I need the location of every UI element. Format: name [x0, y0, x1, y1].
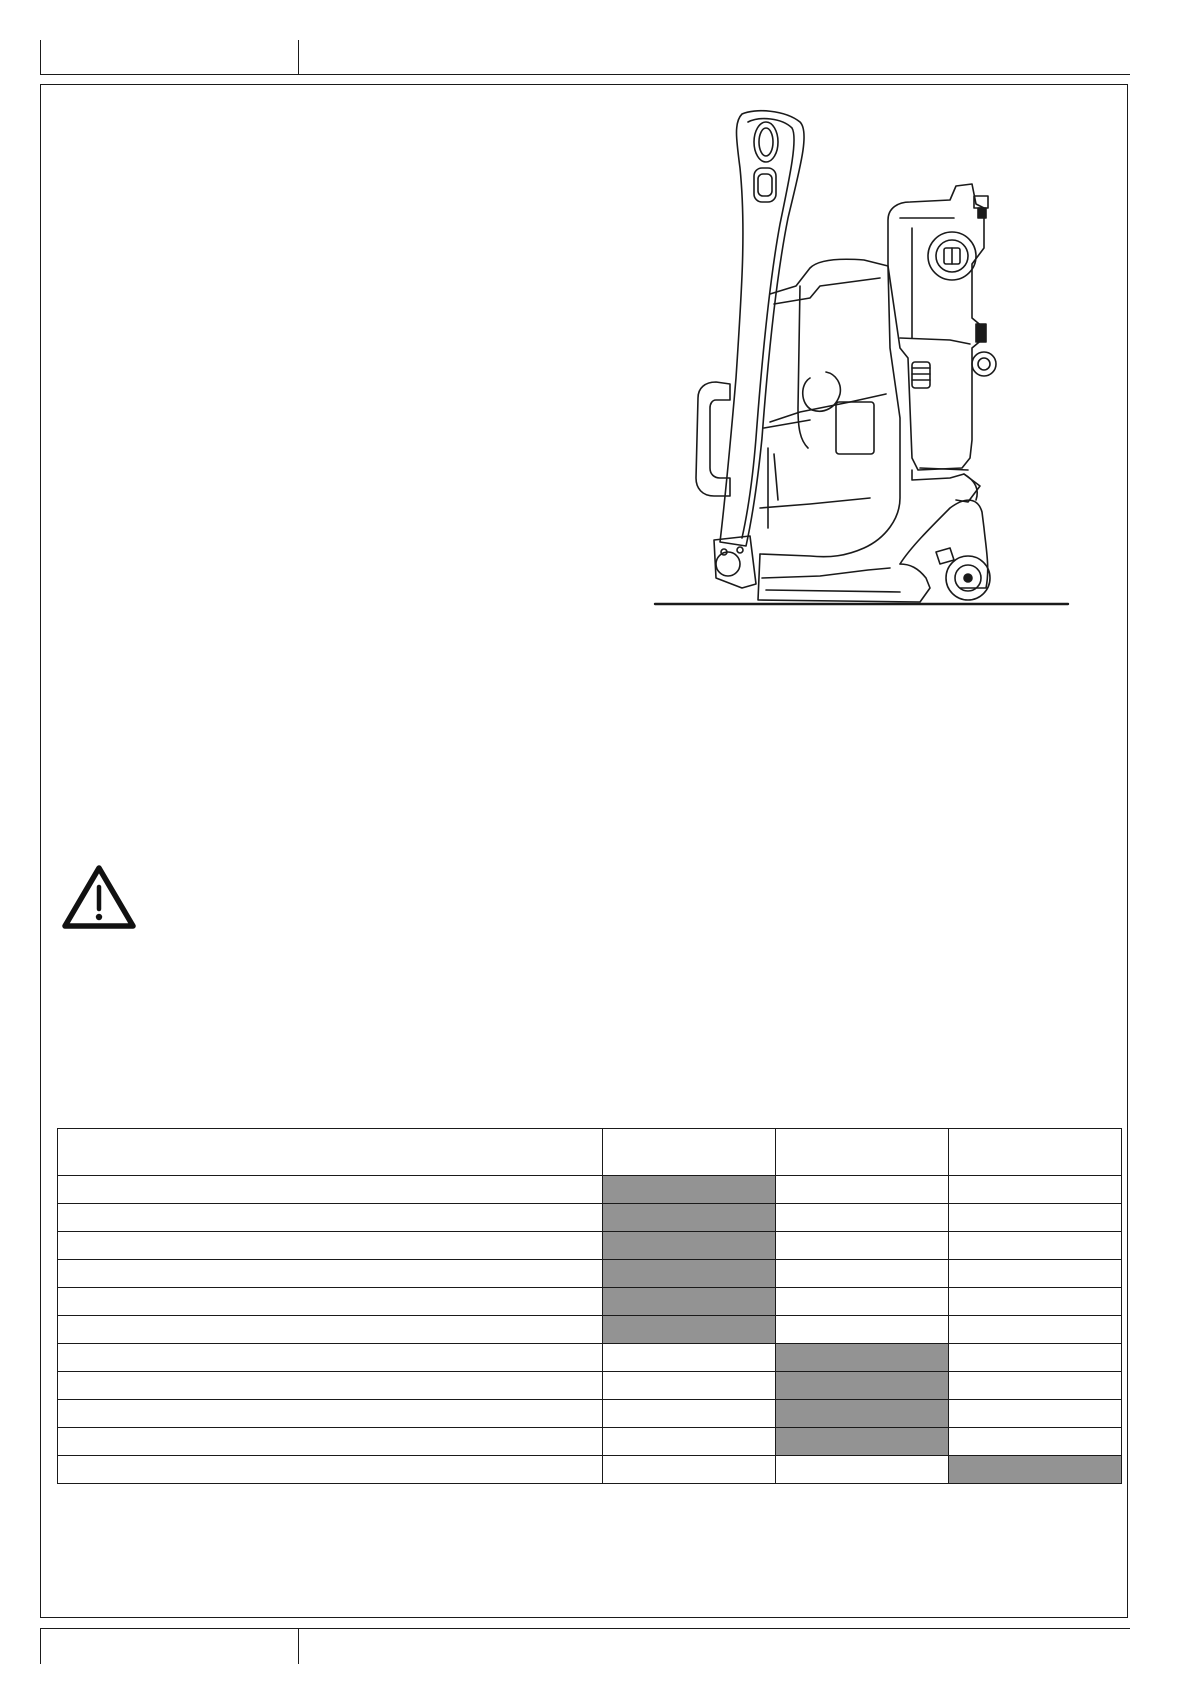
table-cell — [58, 1400, 603, 1428]
table-cell — [58, 1316, 603, 1344]
table-cell — [949, 1204, 1122, 1232]
table-cell — [603, 1428, 776, 1456]
header-divider-tick — [298, 40, 299, 74]
table-cell — [949, 1316, 1122, 1344]
table-cell — [603, 1372, 776, 1400]
table-cell — [949, 1400, 1122, 1428]
table-row — [58, 1344, 1122, 1372]
table-cell — [949, 1372, 1122, 1400]
table-cell — [58, 1344, 603, 1372]
table-row — [58, 1372, 1122, 1400]
table-cell — [58, 1456, 603, 1484]
table-cell — [58, 1260, 603, 1288]
table-cell-shaded — [949, 1456, 1122, 1484]
table-cell — [949, 1232, 1122, 1260]
table-cell-shaded — [603, 1204, 776, 1232]
table-header-cell — [949, 1129, 1122, 1176]
warning-triangle-icon — [60, 862, 138, 932]
footer-rule — [40, 1628, 1130, 1629]
table-cell — [949, 1428, 1122, 1456]
table-cell — [776, 1232, 949, 1260]
table-cell — [949, 1176, 1122, 1204]
table-cell — [776, 1204, 949, 1232]
table-cell — [58, 1232, 603, 1260]
table-row — [58, 1316, 1122, 1344]
table-cell — [776, 1260, 949, 1288]
table-cell — [949, 1344, 1122, 1372]
footer-divider-tick — [298, 1628, 299, 1664]
table-cell-shaded — [603, 1288, 776, 1316]
table-cell — [776, 1288, 949, 1316]
table-cell-shaded — [776, 1428, 949, 1456]
header-rule — [40, 74, 1130, 75]
table-row — [58, 1428, 1122, 1456]
table-cell — [58, 1288, 603, 1316]
table-row — [58, 1204, 1122, 1232]
table-header-cell — [603, 1129, 776, 1176]
table-cell — [776, 1316, 949, 1344]
table-row — [58, 1288, 1122, 1316]
table-cell — [58, 1372, 603, 1400]
table-cell-shaded — [776, 1400, 949, 1428]
table-row — [58, 1260, 1122, 1288]
table-cell — [949, 1288, 1122, 1316]
header-left-tick — [40, 40, 41, 74]
table-header-cell — [776, 1129, 949, 1176]
table-cell-shaded — [603, 1232, 776, 1260]
table-cell-shaded — [603, 1260, 776, 1288]
table-cell — [949, 1260, 1122, 1288]
table-cell — [603, 1400, 776, 1428]
table-cell — [58, 1176, 603, 1204]
table-row — [58, 1232, 1122, 1260]
specification-table — [57, 1128, 1122, 1484]
table-cell — [776, 1456, 949, 1484]
table-cell — [603, 1344, 776, 1372]
table-cell — [603, 1456, 776, 1484]
table-cell-shaded — [603, 1176, 776, 1204]
table-cell — [58, 1428, 603, 1456]
table-row — [58, 1456, 1122, 1484]
table-header-row — [58, 1129, 1122, 1176]
table-cell-shaded — [776, 1372, 949, 1400]
table-cell-shaded — [603, 1316, 776, 1344]
table-cell — [776, 1176, 949, 1204]
table-cell — [58, 1204, 603, 1232]
table-row — [58, 1176, 1122, 1204]
table-row — [58, 1400, 1122, 1428]
footer-left-tick — [40, 1628, 41, 1664]
machine-side-view-illustration — [650, 108, 1070, 618]
table-header-cell — [58, 1129, 603, 1176]
specification-table-body — [58, 1129, 1122, 1484]
table-cell-shaded — [776, 1344, 949, 1372]
